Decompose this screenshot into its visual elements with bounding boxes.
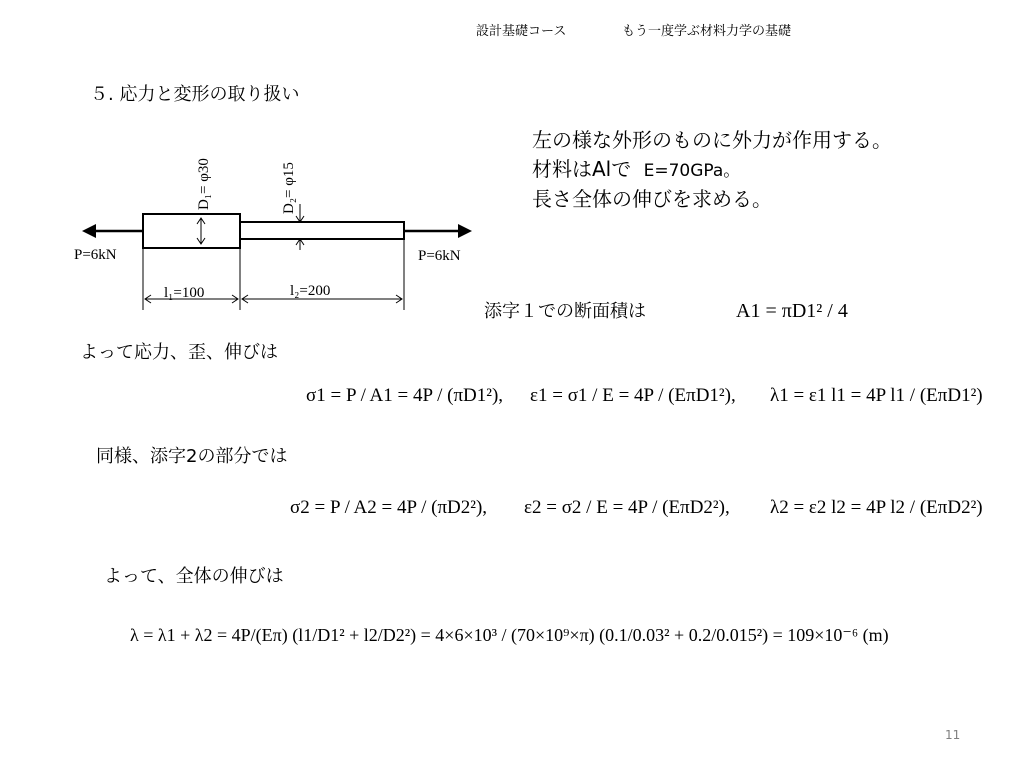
lambda2-formula: λ2 = ε2 l2 = 4P l2 / (EπD2²) xyxy=(770,497,983,518)
slide-header-title: もう一度学ぶ材料力学の基礎 xyxy=(622,24,792,39)
right-arrow-head xyxy=(458,224,472,238)
epsilon2-formula: ε2 = σ2 / E = 4P / (EπD2²), xyxy=(524,497,730,518)
material-text: 材料はAlで xyxy=(532,157,632,181)
stress-text: よって応力、歪、伸びは xyxy=(80,342,278,363)
final-formula: λ = λ1 + λ2 = 4P/(Eπ) (l1/D1² + l2/D2²) = 4×6×10³ / (70×10⁹×π) (0.1/0.03² + 0.2/0.015²) = 109×10⁻⁶ (m) xyxy=(130,625,889,645)
l1-label: l₁=100 xyxy=(164,285,205,301)
d2-label: D₂= φ15 xyxy=(281,162,297,214)
d1-label: D₁= φ30 xyxy=(196,158,212,210)
sigma1-formula: σ1 = P / A1 = 4P / (πD1²), xyxy=(306,385,504,406)
bar-section-1 xyxy=(143,214,240,248)
same-text: 同様、添字2の部分では xyxy=(96,446,288,467)
area-text: 添字１での断面積は xyxy=(484,301,646,322)
problem-line-3: 長さ全体の伸びを求める。 xyxy=(532,187,772,211)
area-formula: A1 = πD1² / 4 xyxy=(736,300,848,322)
section-title: ５. 応力と変形の取り扱い xyxy=(90,84,300,105)
stepped-bar-figure xyxy=(60,138,490,314)
problem-line-2 xyxy=(532,156,740,184)
problem-line-1: 左の様な外形のものに外力が作用する。 xyxy=(532,128,892,152)
left-force-label: P=6kN xyxy=(74,247,117,263)
page-number: 11 xyxy=(945,728,961,742)
course-name: 設計基礎コース xyxy=(476,24,567,39)
left-arrow-head xyxy=(82,224,96,238)
sigma2-formula: σ2 = P / A2 = 4P / (πD2²), xyxy=(290,497,488,518)
epsilon1-formula: ε1 = σ1 / E = 4P / (EπD1²), xyxy=(530,385,736,406)
right-force-label: P=6kN xyxy=(418,248,461,264)
bar-section-2 xyxy=(240,222,404,239)
total-text: よって、全体の伸びは xyxy=(104,566,284,587)
l2-label: l₂=200 xyxy=(290,283,331,299)
lambda1-formula: λ1 = ε1 l1 = 4P l1 / (EπD1²) xyxy=(770,385,983,406)
modulus-text: E=70GPa。 xyxy=(643,161,741,181)
